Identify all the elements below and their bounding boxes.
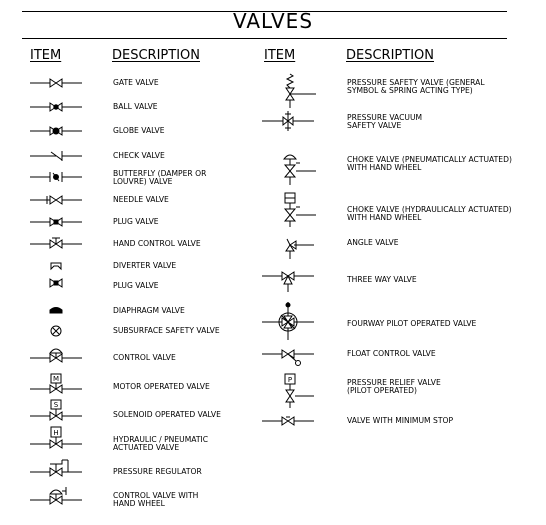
valve-label-pressure-safety: PRESSURE SAFETY VALVE (GENERAL SYMBOL & SPRING ACTING TYPE) [347, 78, 485, 95]
valve-label-gate: GATE VALVE [113, 78, 159, 87]
valve-label-motor-operated: MOTOR OPERATED VALVE [113, 382, 210, 391]
valve-label-hand-control: HAND CONTROL VALVE [113, 239, 201, 248]
minimum-stop-valve-icon [258, 401, 318, 441]
valve-label-three-way: THREE WAY VALVE [347, 275, 417, 284]
valve-label-pressure-vacuum-safety: PRESSURE VACUUM SAFETY VALVE [347, 113, 423, 130]
hydraulic-letter: H [53, 429, 59, 437]
solenoid-letter: S [53, 401, 59, 409]
valve-label-pressure-relief-pilot: PRESSURE RELIEF VALVE (PILOT OPERATED) [347, 378, 441, 395]
pressure-vacuum-safety-valve-icon [258, 101, 318, 141]
valve-label-choke-pneumatic: CHOKE VALVE (PNEUMATICALLY ACTUATED) WITH HAND WHEEL [347, 155, 512, 172]
left-description-header: DESCRIPTION [112, 48, 200, 63]
left-item-header: ITEM [30, 48, 62, 63]
title-top-rule [22, 11, 507, 12]
title-bottom-rule [22, 38, 507, 39]
valve-label-minimum-stop: VALVE WITH MINIMUM STOP [347, 416, 454, 425]
control-valve-hand-wheel-icon [26, 478, 86, 518]
valve-label-control: CONTROL VALVE [113, 353, 176, 362]
valve-label-control-hand-wheel: CONTROL VALVE WITH HAND WHEEL [113, 491, 199, 508]
choke-valve-hydraulic-icon [260, 187, 320, 227]
three-way-valve-icon [258, 256, 318, 296]
valve-label-pressure-regulator: PRESSURE REGULATOR [113, 467, 202, 476]
valve-label-butterfly: BUTTERFLY (DAMPER OR LOUVRE) VALVE [113, 169, 207, 186]
valve-label-needle: NEEDLE VALVE [113, 195, 169, 204]
valve-label-angle: ANGLE VALVE [347, 238, 399, 247]
valve-label-plug-2: PLUG VALVE [113, 281, 159, 290]
valve-label-ball: BALL VALVE [113, 102, 158, 111]
choke-valve-pneumatic-icon [260, 145, 320, 185]
right-item-header: ITEM [264, 48, 296, 63]
valve-label-globe: GLOBE VALVE [113, 126, 165, 135]
valve-label-choke-hydraulic: CHOKE VALVE (HYDRAULICALLY ACTUATED) WITH HAND WHEEL [347, 205, 512, 222]
right-description-header: DESCRIPTION [346, 48, 434, 63]
pilot-letter: P [287, 376, 293, 384]
valve-label-hydraulic-pneumatic: HYDRAULIC / PNEUMATIC ACTUATED VALVE [113, 435, 209, 452]
valve-label-float-control: FLOAT CONTROL VALVE [347, 349, 436, 358]
valve-label-plug: PLUG VALVE [113, 217, 159, 226]
valve-label-check: CHECK VALVE [113, 151, 165, 160]
valve-label-fourway-pilot: FOURWAY PILOT OPERATED VALVE [347, 319, 477, 328]
page-title: VALVES [232, 9, 314, 33]
valve-label-diaphragm: DIAPHRAGM VALVE [113, 306, 185, 315]
valve-label-solenoid-operated: SOLENOID OPERATED VALVE [113, 410, 221, 419]
motor-letter: M [52, 375, 60, 383]
valve-label-diverter: DIVERTER VALVE [113, 261, 177, 270]
valve-label-subsurface-safety: SUBSURFACE SAFETY VALVE [113, 326, 220, 335]
